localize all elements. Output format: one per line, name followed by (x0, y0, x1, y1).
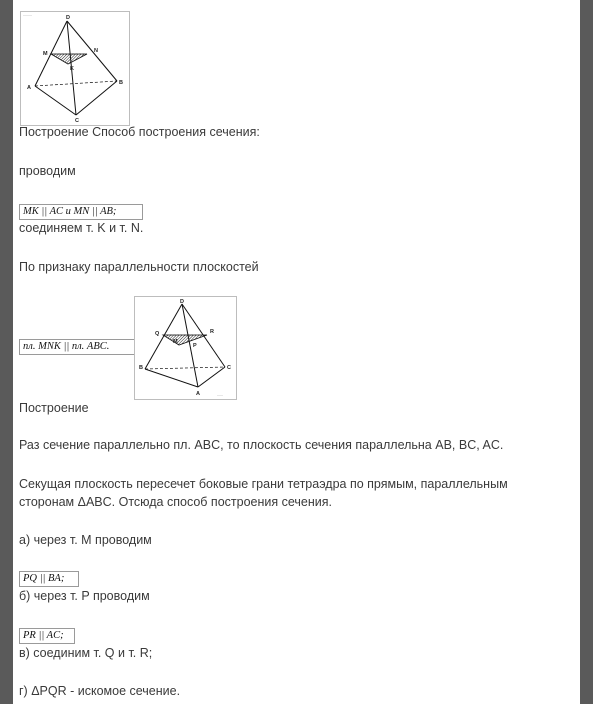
text-line-1: Построение Способ построения сечения: (19, 125, 260, 139)
formula-1: MK || AC и MN || AB; (19, 204, 143, 220)
label-k: K (70, 66, 74, 72)
svg-text:⋯⋯: ⋯⋯ (217, 393, 223, 397)
label-c: C (75, 118, 79, 124)
label-m: M (43, 51, 48, 57)
tetrahedron-figure-1 (20, 11, 130, 126)
formula-2: пл. MNK || пл. ABC. (19, 339, 135, 355)
text-line-7b: сторонам ΔABC. Отсюда способ построения сечения. (19, 495, 332, 509)
text-line-4: По признаку параллельности плоскостей (19, 260, 259, 274)
text-line-2: проводим (19, 164, 76, 178)
svg-text:⋯⋯⋯: ⋯⋯⋯ (23, 13, 32, 17)
text-line-7a: Секущая плоскость пересечет боковые грани тетраэдра по прямым, параллельным (19, 477, 508, 491)
label-a: A (196, 391, 200, 397)
text-line-10: в) соединим т. Q и т. R; (19, 646, 153, 660)
label-c: C (227, 365, 231, 371)
text-line-8: а) через т. M проводим (19, 533, 152, 547)
text-line-9: б) через т. P проводим (19, 589, 150, 603)
tetrahedron-figure-2 (134, 296, 237, 400)
label-r: R (210, 329, 214, 335)
formula-3: PQ || BA; (19, 571, 79, 587)
label-q: Q (155, 331, 160, 337)
label-m: M (173, 339, 178, 345)
formula-4: PR || AC; (19, 628, 75, 644)
label-d: D (66, 15, 70, 21)
text-line-5: Построение (19, 401, 89, 415)
text-line-11: г) ΔPQR - искомое сечение. (19, 684, 181, 698)
text-line-6: Раз сечение параллельно пл. ABC, то плоскость сечения параллельна AB, BC, AC. (19, 438, 504, 452)
label-b: B (119, 80, 123, 86)
label-n: N (94, 48, 98, 54)
label-p: P (193, 343, 197, 349)
label-b: B (139, 365, 143, 371)
document-page (13, 0, 580, 704)
label-d: D (180, 299, 184, 305)
text-line-3: соединяем т. K и т. N. (19, 221, 144, 235)
label-a: A (27, 85, 31, 91)
